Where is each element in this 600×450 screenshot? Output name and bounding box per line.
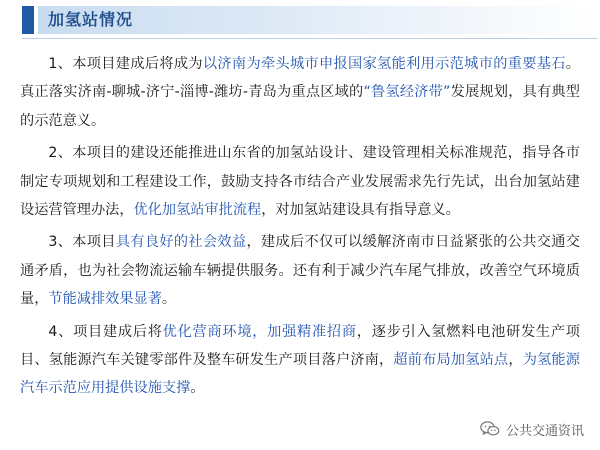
highlighted-text: 以济南为牵头城市申报国家氢能利用示范城市的重要基石 <box>202 56 566 72</box>
paragraph-text: ，对加氢站建设具有指导意义。 <box>261 202 460 219</box>
wechat-icon <box>480 420 500 438</box>
paragraph-text: 。 <box>161 291 177 308</box>
slide-header <box>0 0 600 42</box>
header-divider <box>22 38 598 39</box>
highlighted-text: 具有良好的社会效益 <box>115 234 247 251</box>
paragraph-text: 4、项目建成后将 <box>48 323 163 340</box>
watermark <box>478 418 586 440</box>
paragraph-3 <box>20 228 580 313</box>
highlighted-text: 优化加氢站审批流程 <box>133 202 262 219</box>
paragraph-4 <box>20 318 580 403</box>
watermark-text: 公共交通资讯 <box>505 423 584 439</box>
paragraph-text: 1、本项目建成后将成为 <box>48 56 203 72</box>
paragraph-text: ，逐步引入氢燃料电池研发生产项目、氢能源汽车关键零部件及整车研发生产项目落户济南， <box>20 323 580 369</box>
paragraph-text: 。 <box>190 380 205 397</box>
highlighted-text: “鲁氢经济带” <box>363 84 451 101</box>
title-accent-block <box>22 6 34 34</box>
content-body <box>20 50 580 403</box>
paragraph-text: 2、本项目的建设还能推进山东省的加氢站设计、建设管理相关标准规范，指导各市制定专项规划和工程建设工作，鼓励支持各市结合产业发展需求先行先试，出台加氢站建设运营管理办法， <box>20 145 580 219</box>
highlighted-text: 优化营商环境，加强精准招商 <box>162 323 357 340</box>
paragraph-text: ， <box>508 352 523 369</box>
paragraph-1 <box>20 50 580 135</box>
paragraph-text: 3、本项目 <box>48 234 116 251</box>
page-title: 加氢站情况 <box>48 10 134 29</box>
highlighted-text: 超前布局加氢站点 <box>393 352 509 369</box>
highlighted-text: 为氢能源汽车示范应用提供设施支撑 <box>20 352 580 397</box>
paragraph-2 <box>20 139 580 224</box>
highlighted-text: 节能减排效果显著 <box>48 291 162 308</box>
paragraph-text: ，建成后不仅可以缓解济南市日益紧张的公共交通交通矛盾，也为社会物流运输车辆提供服务。还有利于减少汽车尾气排放，改善空气环境质量， <box>20 234 580 308</box>
paragraph-text: 发展规划，具有典型的示范意义。 <box>20 84 580 129</box>
paragraph-text: 。真正落实济南-聊城-济宁-淄博-潍坊-青岛为重点区域的 <box>20 56 580 101</box>
